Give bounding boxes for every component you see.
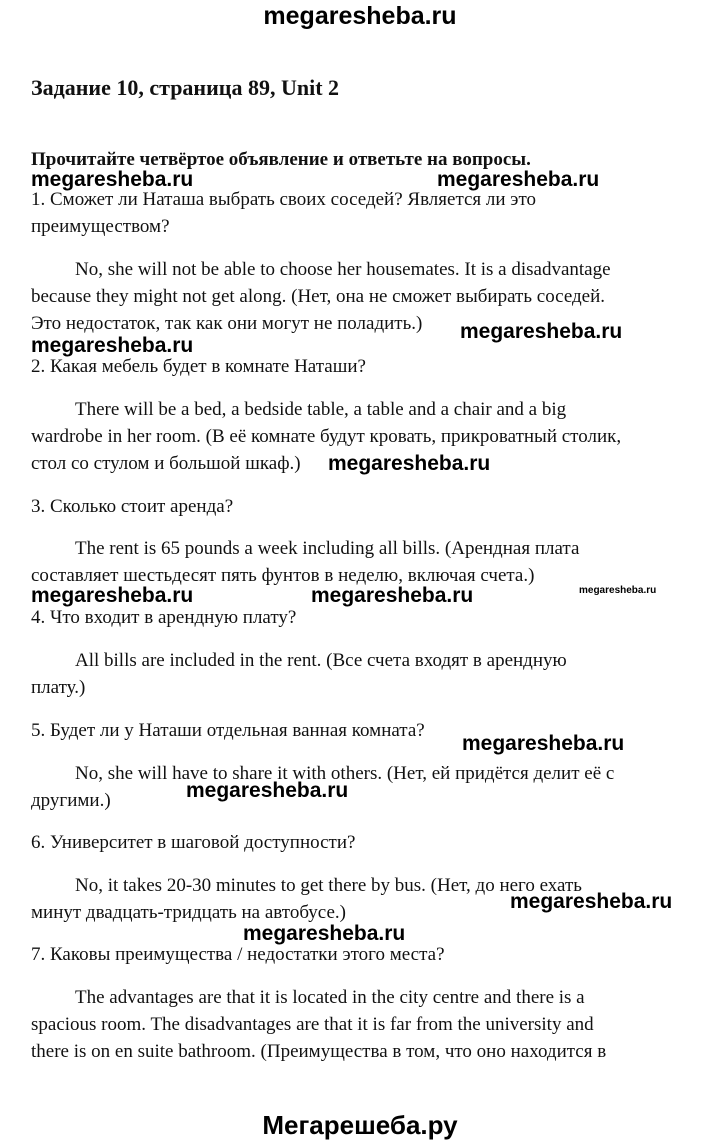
watermark: megaresheba.ru <box>328 452 491 475</box>
watermark: megaresheba.ru <box>462 732 625 755</box>
watermark: megaresheba.ru <box>510 890 673 913</box>
answer-7-line-1: The advantages are that it is located in the city centre and there is a <box>75 987 585 1008</box>
watermark: megaresheba.ru <box>186 779 349 802</box>
watermark: megaresheba.ru <box>31 584 194 607</box>
answer-1-line-2: because they might not get along. (Нет, она не сможет выбирать соседей. <box>31 286 606 307</box>
question-6-line-1: 6. Университет в шаговой доступности? <box>31 832 356 853</box>
answer-1-line-1: No, she will not be able to choose her housemates. It is a disadvantage <box>75 259 611 280</box>
answer-7-line-3: there is on en suite bathroom. (Преимущества в том, что оно находится в <box>31 1041 607 1062</box>
answer-3-line-2: составляет шестьдесят пять фунтов в неделю, включая счета.) <box>31 565 535 586</box>
question-7-line-1: 7. Каковы преимущества / недостатки этого места? <box>31 944 445 965</box>
task-instruction: Прочитайте четвёртое объявление и ответьте на вопросы. <box>31 149 531 170</box>
answer-2-line-1: There will be a bed, a bedside table, a table and a chair and a big <box>75 399 567 420</box>
answer-5-line-2: другими.) <box>31 790 111 811</box>
question-1-line-1: 1. Сможет ли Наташа выбрать своих соседей? Является ли это <box>31 189 537 210</box>
watermark: megaresheba.ru <box>31 168 194 191</box>
answer-6-line-1: No, it takes 20-30 minutes to get there by bus. (Нет, до него ехать <box>75 875 582 896</box>
site-header-watermark: megaresheba.ru <box>263 2 457 30</box>
answer-2-line-3: стол со стулом и большой шкаф.) <box>31 453 301 474</box>
watermark: megaresheba.ru <box>31 334 194 357</box>
question-1-line-2: преимуществом? <box>31 216 170 237</box>
question-4-line-1: 4. Что входит в арендную плату? <box>31 607 297 628</box>
question-3-line-1: 3. Сколько стоит аренда? <box>31 496 234 517</box>
watermark: megaresheba.ru <box>311 584 474 607</box>
site-footer-watermark: Мегарешеба.ру <box>262 1110 458 1140</box>
watermark: megaresheba.ru <box>460 320 623 343</box>
answer-4-line-1: All bills are included in the rent. (Все счета входят в арендную <box>75 650 567 671</box>
answer-2-line-2: wardrobe in her room. (В её комнате будут кровать, прикроватный столик, <box>31 426 622 447</box>
question-2-line-1: 2. Какая мебель будет в комнате Наташи? <box>31 356 366 377</box>
watermark-small: megaresheba.ru <box>579 585 657 596</box>
watermark: megaresheba.ru <box>243 922 406 945</box>
answer-4-line-2: плату.) <box>31 677 86 698</box>
answer-1-line-3: Это недостаток, так как они могут не поладить.) <box>31 313 423 334</box>
answer-7-line-2: spacious room. The disadvantages are that it is far from the university and <box>31 1014 594 1035</box>
answer-6-line-2: минут двадцать-тридцать на автобусе.) <box>31 902 346 923</box>
answer-3-line-1: The rent is 65 pounds a week including all bills. (Арендная плата <box>75 538 580 559</box>
task-title: Задание 10, страница 89, Unit 2 <box>31 75 340 100</box>
watermark: megaresheba.ru <box>437 168 600 191</box>
question-5-line-1: 5. Будет ли у Наташи отдельная ванная комната? <box>31 720 425 741</box>
answer-5-line-1: No, she will have to share it with others. (Нет, ей придётся делит её с <box>75 763 615 784</box>
